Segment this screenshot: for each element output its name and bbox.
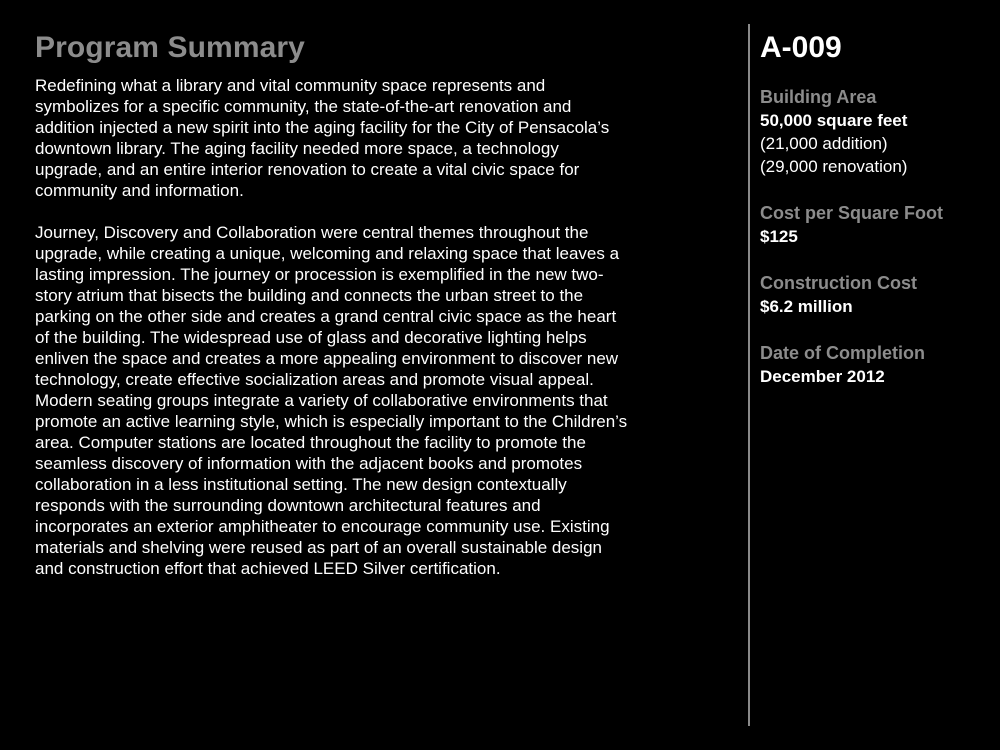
construction-cost-value: $6.2 million xyxy=(760,297,853,316)
building-area-addition: (21,000 addition) xyxy=(760,134,888,153)
summary-paragraph-intro: Redefining what a library and vital community space represents and symbolizes for a specific community, the state-of-the-art renovation and addition injected a new spirit into the aging facility for the City of Pensacola’s downtown library. The aging facility needed more space, a technology upgrade, and an entire interior renovation to create a vital civic space for community and information. xyxy=(35,76,610,200)
project-facts-sidebar xyxy=(760,30,990,412)
cost-per-sqft-stat xyxy=(760,202,990,248)
building-area-renovation: (29,000 renovation) xyxy=(760,157,908,176)
project-id: A-009 xyxy=(760,31,842,64)
completion-date-label: Date of Completion xyxy=(760,343,925,363)
completion-date-stat xyxy=(760,342,990,388)
completion-date-value: December 2012 xyxy=(760,367,885,386)
vertical-divider xyxy=(748,24,750,726)
building-area-label: Building Area xyxy=(760,87,877,107)
building-area-value: 50,000 square feet xyxy=(760,111,908,130)
page-title: Program Summary xyxy=(35,31,305,64)
program-summary-section xyxy=(35,30,735,579)
cost-per-sqft-label: Cost per Square Foot xyxy=(760,203,944,223)
summary-paragraph-themes: Journey, Discovery and Collaboration were central themes throughout the upgrade, while creating a unique, welcoming and relaxing space that leaves a lasting impression. The journey or procession is exemplified in the new two- story atrium that bisects the building and connects the urban street to the parking on the other side and creates a grand central civic space as the heart of the building. The widespread use of glass and decorative lighting helps enliven the space and creates a more appealing environment to discover new technology, create effective socialization areas and promote visual appeal. Modern seating groups integrate a variety of collaborative environments that promote an active learning style, which is especially important to the Children’s area. Computer stations are located throughout the facility to promote the seamless discovery of information with the adjacent books and promotes collaboration in a less institutional setting. The new design contextually responds with the surrounding downtown architectural features and incorporates an exterior amphitheater to encourage community use. Existing materials and shelving were reused as part of an overall sustainable design and construction effort that achieved LEED Silver certification. xyxy=(35,223,628,578)
construction-cost-label: Construction Cost xyxy=(760,273,917,293)
cost-per-sqft-value: $125 xyxy=(760,227,798,246)
construction-cost-stat xyxy=(760,272,990,318)
building-area-stat xyxy=(760,86,990,178)
